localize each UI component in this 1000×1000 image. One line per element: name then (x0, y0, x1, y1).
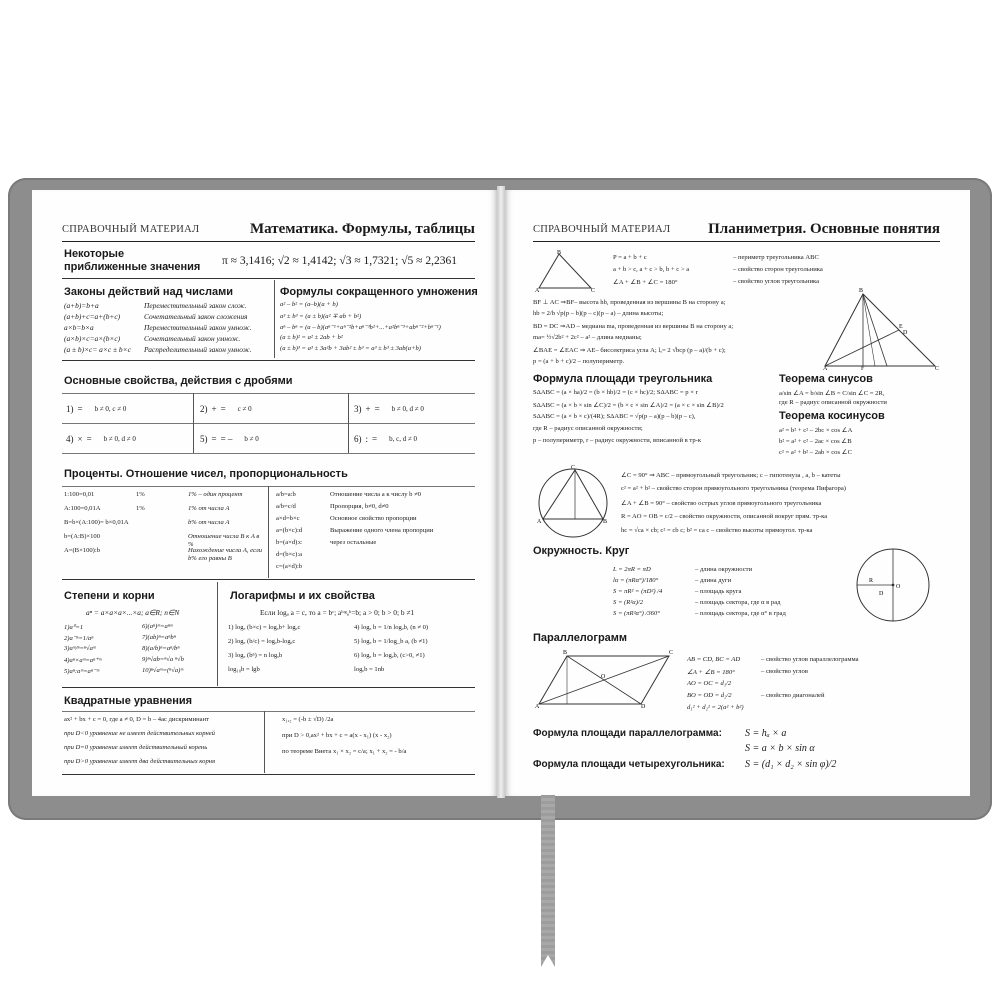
triangle-line: BF ⊥ AC ⇒BF– высота hb, проведенная из вершины B на сторону a; (533, 299, 726, 306)
proportion-formula: c=(a×d):b (276, 563, 303, 570)
triangle-area-formula: p – полупериметр, r – радиус окружности, вписанной в тр-к (533, 437, 702, 444)
power-rule: 8)(a/b)ⁿ=aⁿ/bⁿ (142, 645, 180, 652)
circle-formula: lα = (πRα°)/180° (613, 577, 659, 584)
circle-description: – площадь сектора, где α в рад (695, 599, 781, 606)
circle-formula: S = (πR²α°) /360° (613, 610, 660, 617)
fractions-title: Основные свойства, действия с дробями (64, 375, 293, 387)
short-mult-formula: (a ± b)² = a² ± 2ab + b² (280, 334, 343, 341)
fraction-cell (354, 396, 424, 422)
short-mult-title: Формулы сокращенного умножения (280, 286, 478, 298)
triangle-heights-diagram (823, 288, 943, 372)
triangle-formula: P = a + b + c (613, 254, 647, 261)
fraction-cell (66, 396, 126, 422)
quadratic-line: при D<0 уравнение не имеет действительных корней (64, 730, 215, 737)
svg-text:E: E (899, 324, 903, 330)
circle-title: Окружность. Круг (533, 545, 630, 557)
svg-text:A: A (823, 366, 828, 372)
law-description: Переместительный закон умнож. (144, 323, 252, 332)
parallelogram-description: – свойство диагоналей (761, 692, 825, 699)
power-rule: 4)aⁿ×aᵐ=aⁿ⁺ᵐ (64, 657, 102, 664)
cosines-line: b² = a² + c² – 2ac × cos ∠B (779, 438, 852, 445)
quadratic-formula: при D > 0,ax² + bx + c = a(x - x₁) (x - x₂) (282, 732, 392, 739)
parallelogram-formula: BO = OD = d₂/2 (687, 692, 732, 699)
fraction-operator: = (211, 434, 217, 444)
log-rule: 5) logₐ b = 1/log_b a, (b ≠1) (354, 638, 428, 645)
parallelogram-area-title: Формула площади параллелограмма: (533, 728, 722, 739)
svg-text:F: F (861, 366, 865, 372)
svg-text:O: O (601, 674, 606, 680)
fraction-condition: b ≠ 0, d ≠ 0 (391, 405, 424, 413)
quadrilateral-area-title: Формула площади четырехугольника: (533, 759, 725, 770)
triangle-area-formula: SΔABC = (a × ha)/2 = (b × hb)/2 = (c × hc)/2; SΔABC = p × r (533, 389, 698, 396)
fraction-operator: 3) (354, 404, 362, 414)
percent-formula: B=b×(A:100)= b×0,01A (64, 519, 129, 526)
fraction-operator: = (220, 404, 226, 414)
proportion-description: Основное свойство пропорции (330, 515, 417, 522)
parallelogram-formula: ∠A + ∠B = 180° (687, 669, 735, 676)
cosines-line: c² = a² + b² – 2ab × cos ∠C (779, 449, 852, 456)
fraction-condition: c ≠ 0 (237, 405, 252, 413)
short-mult-formula: a² – b² = (a–b)(a + b) (280, 301, 338, 308)
right-page-label: СПРАВОЧНЫЙ МАТЕРИАЛ (533, 224, 671, 235)
fraction-operator: 1) (66, 404, 74, 414)
sines-title: Теорема синусов (779, 373, 873, 385)
triangle-area-formula: где R – радиус описанной окружности; (533, 425, 643, 432)
quadratic-line: ax² + bx + c = 0, где a ≠ 0, D = b – 4ac дискриминант (64, 716, 209, 723)
fraction-operator: = (77, 404, 83, 414)
percent-description: b% от числа A (188, 519, 230, 526)
fraction-condition: b ≠ 0, c ≠ 0 (94, 405, 127, 413)
short-mult-formula: a³ ± b³ = (a ± b)(a² ∓ ab + b²) (280, 313, 362, 320)
parallelogram-diagram (535, 652, 675, 708)
percent-value: 1% (136, 505, 145, 512)
power-rule: 3)aᵐ/ⁿ=ⁿ√aᵐ (64, 645, 96, 652)
circle-description: – длина окружности (695, 566, 753, 573)
percent-description: 1% от числа A (188, 505, 230, 512)
fraction-operator: : (365, 434, 369, 444)
cosines-title: Теорема косинусов (779, 410, 885, 422)
approx-title: Некоторые приближенные значения (64, 248, 201, 273)
parallelogram-formula: d₁² + d₂² = 2(a² + b²) (687, 704, 744, 711)
proportion-description: Пропорция, b≠0, d≠0 (330, 503, 389, 510)
triangle-area-title: Формула площади треугольника (533, 373, 713, 385)
sines-line: a/sin ∠A = b/sin ∠B = C/sin ∠C = 2R, (779, 390, 885, 397)
power-rule: 6)(aⁿ)ᵐ=aⁿᵐ (142, 623, 173, 630)
notebook-spine (497, 186, 505, 798)
svg-text:D: D (879, 591, 884, 597)
circle-diagram (855, 547, 931, 623)
triangle-line: hb = 2/b √p(p – b)(p – c)(p – a) – длина высоты; (533, 310, 664, 317)
fraction-operator: = – (220, 434, 233, 444)
right-page-title: Планиметрия. Основные понятия (708, 221, 940, 237)
fraction-cell (354, 426, 417, 452)
circle-description: – длина дуги (695, 577, 732, 584)
circle-formula: S = (R²α)/2 (613, 599, 644, 606)
law-formula: a×b=b×a (64, 323, 94, 332)
svg-text:O: O (896, 584, 901, 590)
quadratic-title: Квадратные уравнения (64, 695, 193, 707)
law-description: Переместительный закон слож. (144, 301, 247, 310)
law-formula: (a×b)×c=a×(b×c) (64, 334, 121, 343)
triangle-description: – свойство углов треугольника (733, 278, 820, 285)
triangle-description: – периметр треугольника ABC (733, 254, 819, 261)
approx-values: π ≈ 3,1416; √2 ≈ 1,4142; √3 ≈ 1,7321; √5 ≈ 2,2361 (222, 255, 457, 267)
proportion-formula: b=(a×d):c (276, 539, 303, 546)
right-triangle-line: R = AO = OB = c/2 – свойство окружности, описанной вокруг прям. тр-ка (621, 513, 828, 520)
proportion-formula: a×d=b×c (276, 515, 300, 522)
quadratic-line: при D>0 уравнение имеет два действительных корня (64, 758, 216, 765)
proportion-description: Отношение числа a к числу b ≠0 (330, 491, 422, 498)
triangle-description: – свойство сторон треугольника (733, 266, 823, 273)
fraction-condition: b, c, d ≠ 0 (389, 435, 418, 443)
percent-formula: b=(A:B)×100 (64, 533, 101, 540)
parallelogram-description: – свойство углов параллелограмма (761, 656, 859, 663)
percent-title: Проценты. Отношение чисел, пропорциональность (64, 468, 348, 480)
parallelogram-area-formula-1: S = hₐ × a (745, 728, 787, 739)
svg-text:R: R (869, 578, 874, 584)
percent-description: 1% – один процент (188, 491, 243, 498)
right-triangle-circle-diagram (537, 467, 609, 539)
right-triangle-line: hc = √ca × cb; c² = cb c; b² = ca c – свойство высоты прямоугол. тр-ка (621, 527, 813, 534)
right-triangle-line: ∠C = 90° ⇒ ABC – прямоугольный треугольник; c – гипотенуза , a, b – катеты (621, 472, 841, 479)
sines-line: где R – радиус описанной окружности (779, 399, 887, 406)
fraction-operator: 2) (200, 404, 208, 414)
svg-text:A: A (535, 288, 540, 294)
svg-text:B: B (557, 250, 562, 256)
fraction-operator: = (372, 434, 378, 444)
proportion-formula: d=(b×c):a (276, 551, 303, 558)
parallelogram-formula: AB = CD, BC = AD (687, 656, 741, 663)
svg-text:C: C (571, 465, 576, 471)
power-rule: 5)aⁿ:aᵐ=aⁿ⁻ᵐ (64, 668, 100, 675)
right-page (505, 190, 970, 796)
percent-description: Нахождение числа A, если b% его равны B (188, 547, 263, 562)
log-rule: log₁₀b = lgb (228, 666, 260, 673)
logs-definition: Если logₐ a = c, то a = bᶜ; aˡᵒᵍₐᵇ=b; a > 0; b > 0; b ≠1 (260, 608, 415, 617)
power-rule: 10)ⁿ√aᵐ=(ⁿ√a)ᵐ (142, 667, 184, 674)
logs-title: Логарифмы и их свойства (230, 590, 375, 602)
powers-title: Степени и корни (64, 590, 155, 602)
parallelogram-area-formula-2: S = a × b × sin α (745, 743, 815, 754)
fraction-operator: + (365, 404, 371, 414)
svg-text:C: C (591, 288, 596, 294)
law-description: Сочетательный закон сложения (144, 312, 248, 321)
law-description: Сочетательный закон умнож. (144, 334, 241, 343)
law-formula: (a+b)=b+a (64, 301, 99, 310)
fraction-operator: 5) (200, 434, 208, 444)
percent-description: Отношение числа B к A в % (188, 533, 260, 548)
percent-formula: A:100=0,01A (64, 505, 101, 512)
triangle-diagram (535, 252, 595, 292)
proportion-formula: a/b=c/d (276, 503, 296, 510)
log-rule: 4) logₐ b = 1/n logₐb, (n ≠ 0) (354, 624, 429, 631)
left-page-label: СПРАВОЧНЫЙ МАТЕРИАЛ (62, 224, 200, 235)
svg-text:C: C (669, 650, 674, 656)
fraction-operator: 4) (66, 434, 74, 444)
quadratic-line: при D=0 уравнение имеет действительный корень (64, 744, 208, 751)
svg-text:C: C (935, 366, 940, 372)
power-rule: 9)ⁿ√ab=ⁿ√a ⁿ√b (142, 656, 184, 663)
log-rule: 6) logₐ b = logₐb, (c>0, ≠1) (354, 652, 425, 659)
log-rule: 2) logₐ (b/c) = logₐb-logₐc (228, 638, 296, 645)
circle-formula: L = 2πR = πD (613, 566, 651, 573)
fraction-condition: b ≠ 0, d ≠ 0 (103, 435, 136, 443)
circle-description: – площадь круга (695, 588, 742, 595)
fraction-operator: = (86, 434, 92, 444)
triangle-formula: ∠A + ∠B + ∠C = 180° (613, 279, 678, 286)
fraction-cell (200, 396, 252, 422)
log-rule: logₑb = 1nb (354, 666, 385, 673)
bookmark-ribbon (541, 795, 555, 967)
proportion-formula: a=(b×c):d (276, 527, 303, 534)
proportion-formula: a/b=a:b (276, 491, 296, 498)
short-mult-formula: aⁿ – bⁿ = (a – b)(aⁿ⁻¹+aⁿ⁻²b+aⁿ⁻³b²+...+a²bⁿ⁻³+abⁿ⁻²+bⁿ⁻¹) (280, 324, 441, 331)
fraction-cell (200, 426, 259, 452)
triangle-line: p = (a + b + c)/2 – полупериметр. (533, 358, 625, 365)
svg-text:B: B (563, 650, 568, 656)
triangle-formula: a + b > c, a + c > b, b + c > a (613, 266, 690, 273)
log-rule: 1) logₐ (b×c) = logₐb+ logₐc (228, 624, 301, 631)
fraction-operator: 6) (354, 434, 362, 444)
triangle-area-formula: SΔABC = (a × b × c)/(4R); SΔABC = √p(p – a)(p – b)(p – c), (533, 413, 696, 420)
quadrilateral-area-formula: S = (d₁ × d₂ × sin φ)/2 (745, 759, 837, 770)
left-page (32, 190, 497, 796)
cosines-line: a² = b² + c² – 2bc × cos ∠A (779, 427, 853, 434)
triangle-line: ∠BAE = ∠EAC ⇒ AE– биссектриса угла A; lₐ= 2 √bcp (p – a)/(b + c); (533, 347, 726, 354)
right-triangle-line: ∠A + ∠B = 90° – свойство острых углов прямоугольного треугольника (621, 500, 822, 507)
power-rule: 1)a⁰=1 (64, 624, 84, 631)
svg-text:B: B (859, 288, 864, 294)
triangle-line: BD = DC ⇒AD – медиана ma, проведенная из вершины B на сторону a; (533, 323, 734, 330)
quadratic-formula: по теореме Виета x₁ × x₂ = c/a; x₁ + x₂ = - b/a (282, 748, 407, 755)
fraction-operator: + (211, 404, 217, 414)
log-rule: 3) logₐ (bⁿ) = n logₐb (228, 652, 283, 659)
quadratic-formula: x₁,₂ = (-b ± √D) /2a (282, 716, 334, 723)
fraction-cell (66, 426, 136, 452)
proportion-description: через остальные (330, 539, 377, 546)
proportion-description: Выражение одного члена пропорции (330, 527, 434, 534)
svg-text:A: A (535, 704, 540, 710)
law-formula: (a+b)+c=a+(b+c) (64, 312, 121, 321)
parallelogram-title: Параллелограмм (533, 632, 628, 644)
svg-text:B: B (603, 519, 608, 525)
fraction-condition: b ≠ 0 (244, 435, 259, 443)
fraction-operator: × (77, 434, 83, 444)
fraction-operator: = (374, 404, 380, 414)
circle-description: – площадь сектора, где α° в град (695, 610, 786, 617)
percent-formula: A=(B×100):b (64, 547, 101, 554)
triangle-area-formula: SΔABC = (a × b × sin ∠C)/2 = (b × c × sin ∠A)/2 = (a × c × sin ∠B)/2 (533, 402, 724, 409)
svg-text:D: D (903, 330, 908, 336)
power-rule: 7)(ab)ⁿ=aⁿbⁿ (142, 634, 176, 641)
parallelogram-formula: AO = OC = d₁/2 (687, 680, 732, 687)
svg-text:D: D (641, 704, 646, 710)
law-formula: (a ± b)×c= a×c ± b×c (64, 345, 131, 354)
power-rule: 2)a⁻ⁿ=1/aⁿ (64, 635, 94, 642)
short-mult-formula: (a ± b)³ = a³ ± 3a²b + 3ab² ± b³ = a³ ± b³ ± 3ab(a+b) (280, 345, 421, 352)
percent-formula: 1:100=0,01 (64, 491, 95, 498)
law-description: Распределительный закон умнож. (144, 345, 252, 354)
powers-definition: aⁿ = a×a×a×...×a; a∈R; n∈N (86, 608, 180, 617)
svg-text:A: A (537, 519, 542, 525)
parallelogram-description: – свойство углов (761, 668, 808, 675)
triangle-line: ma= ½√2b² + 2c² – a² – длина медианы; (533, 334, 642, 341)
right-triangle-line: c² = a² + b² – свойство сторон прямоугольного треугольника (теорема Пифагора) (621, 485, 846, 492)
circle-formula: S = πR² = (πD²) /4 (613, 588, 663, 595)
laws-title: Законы действий над числами (64, 286, 233, 298)
percent-value: 1% (136, 491, 145, 498)
left-page-title: Математика. Формулы, таблицы (249, 221, 475, 237)
